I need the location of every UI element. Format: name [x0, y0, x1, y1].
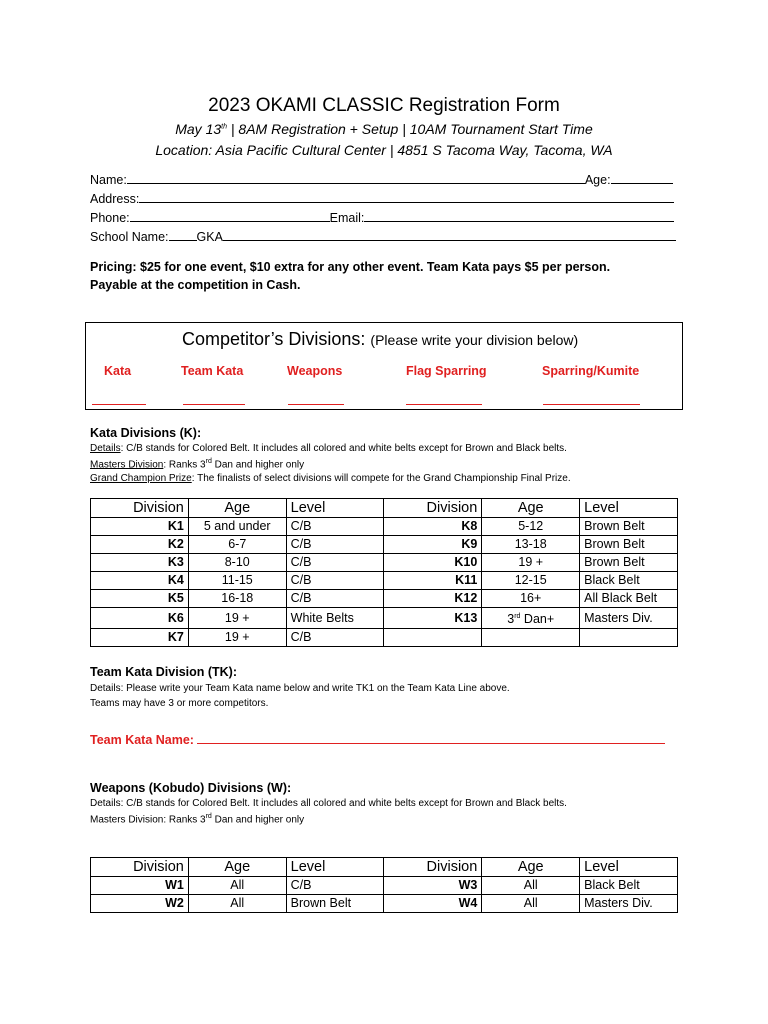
team-kata-name-input[interactable] — [197, 731, 665, 744]
name-row — [90, 171, 673, 189]
division-kata-input[interactable] — [92, 404, 146, 405]
table-row: K5 16-18 C/B K12 16+ All Black Belt — [91, 590, 678, 608]
pricing-line-2: Payable at the competition in Cash. — [90, 278, 301, 292]
division-team-kata-label: Team Kata — [181, 364, 244, 378]
weapons-details: Details: C/B stands for Colored Belt. It includes all colored and white belts except for Brown and Black belts. — [90, 798, 567, 809]
weapons-divisions-table — [90, 857, 678, 913]
team-kata-name-label: Team Kata Name: — [90, 733, 198, 747]
name-label: Name: — [90, 173, 127, 187]
division-flag-sparring-label: Flag Sparring — [406, 364, 487, 378]
table-header-row: Division Age Level Division Age Level — [91, 499, 678, 518]
event-location: Location: Asia Pacific Cultural Center | 4851 S Tacoma Way, Tacoma, WA — [155, 142, 613, 158]
kata-heading: Kata Divisions (K): — [90, 426, 202, 440]
table-row: K1 5 and under C/B K8 5-12 Brown Belt — [91, 518, 678, 536]
table-row: K2 6-7 C/B K9 13-18 Brown Belt — [91, 536, 678, 554]
school-input[interactable] — [223, 228, 676, 241]
phone-label: Phone: — [90, 211, 130, 225]
table-row: K4 11-15 C/B K11 12-15 Black Belt — [91, 572, 678, 590]
address-input[interactable] — [139, 190, 674, 203]
team-kata-details: Details: Please write your Team Kata name below and write TK1 on the Team Kata Line above. — [90, 683, 510, 694]
table-row: K3 8-10 C/B K10 19 + Brown Belt — [91, 554, 678, 572]
event-date-line: May 13th | 8AM Registration + Setup | 10AM Tournament Start Time — [175, 121, 593, 137]
email-label: Email: — [329, 211, 365, 225]
kata-masters-note: Masters Division: Ranks 3rd Dan and higher only — [90, 458, 305, 471]
age-input[interactable] — [611, 171, 673, 184]
division-team-kata-input[interactable] — [183, 404, 245, 405]
team-kata-name-row — [90, 731, 665, 749]
age-label: Age: — [584, 173, 611, 187]
address-label: Address: — [90, 192, 140, 206]
team-kata-size-note: Teams may have 3 or more competitors. — [90, 698, 269, 709]
division-sparring-kumite-input[interactable] — [543, 404, 640, 405]
name-input[interactable] — [127, 171, 585, 184]
page-title: 2023 OKAMI CLASSIC Registration Form — [208, 95, 560, 116]
division-weapons-label: Weapons — [287, 364, 343, 378]
phone-input[interactable] — [130, 209, 330, 222]
competitor-divisions-box — [85, 322, 683, 410]
kata-divisions-table — [90, 498, 678, 647]
divisions-heading: Competitor’s Divisions: (Please write your division below) — [182, 329, 579, 349]
school-row — [90, 228, 676, 246]
phone-email-row — [90, 209, 674, 227]
weapons-heading: Weapons (Kobudo) Divisions (W): — [90, 781, 292, 795]
table-row: K7 19 + C/B — [91, 629, 678, 647]
address-row — [90, 190, 674, 208]
table-row: K6 19 + White Belts K13 3rd Dan+ Masters Div. — [91, 608, 678, 629]
division-flag-sparring-input[interactable] — [406, 404, 482, 405]
table-row: W1 All C/B W3 All Black Belt — [91, 877, 678, 895]
table-row: W2 All Brown Belt W4 All Masters Div. — [91, 895, 678, 913]
division-kata-label: Kata — [104, 364, 132, 378]
weapons-masters-note: Masters Division: Ranks 3rd Dan and higher only — [90, 813, 305, 826]
kata-details: Details: C/B stands for Colored Belt. It includes all colored and white belts except for Brown and Black belts. — [90, 443, 567, 454]
school-value: GKA — [196, 230, 223, 244]
email-input[interactable] — [364, 209, 674, 222]
table-header-row: Division Age Level Division Age Level — [91, 858, 678, 877]
pricing-line-1: Pricing: $25 for one event, $10 extra for any other event. Team Kata pays $5 per person. — [90, 260, 611, 274]
kata-grand-champion-note: Grand Champion Prize: The finalists of select divisions will compete for the Grand Championship Final Prize. — [90, 473, 571, 484]
division-sparring-kumite-label: Sparring/Kumite — [542, 364, 640, 378]
team-kata-heading: Team Kata Division (TK): — [90, 665, 238, 679]
division-weapons-input[interactable] — [288, 404, 344, 405]
school-label: School Name: — [90, 230, 169, 244]
